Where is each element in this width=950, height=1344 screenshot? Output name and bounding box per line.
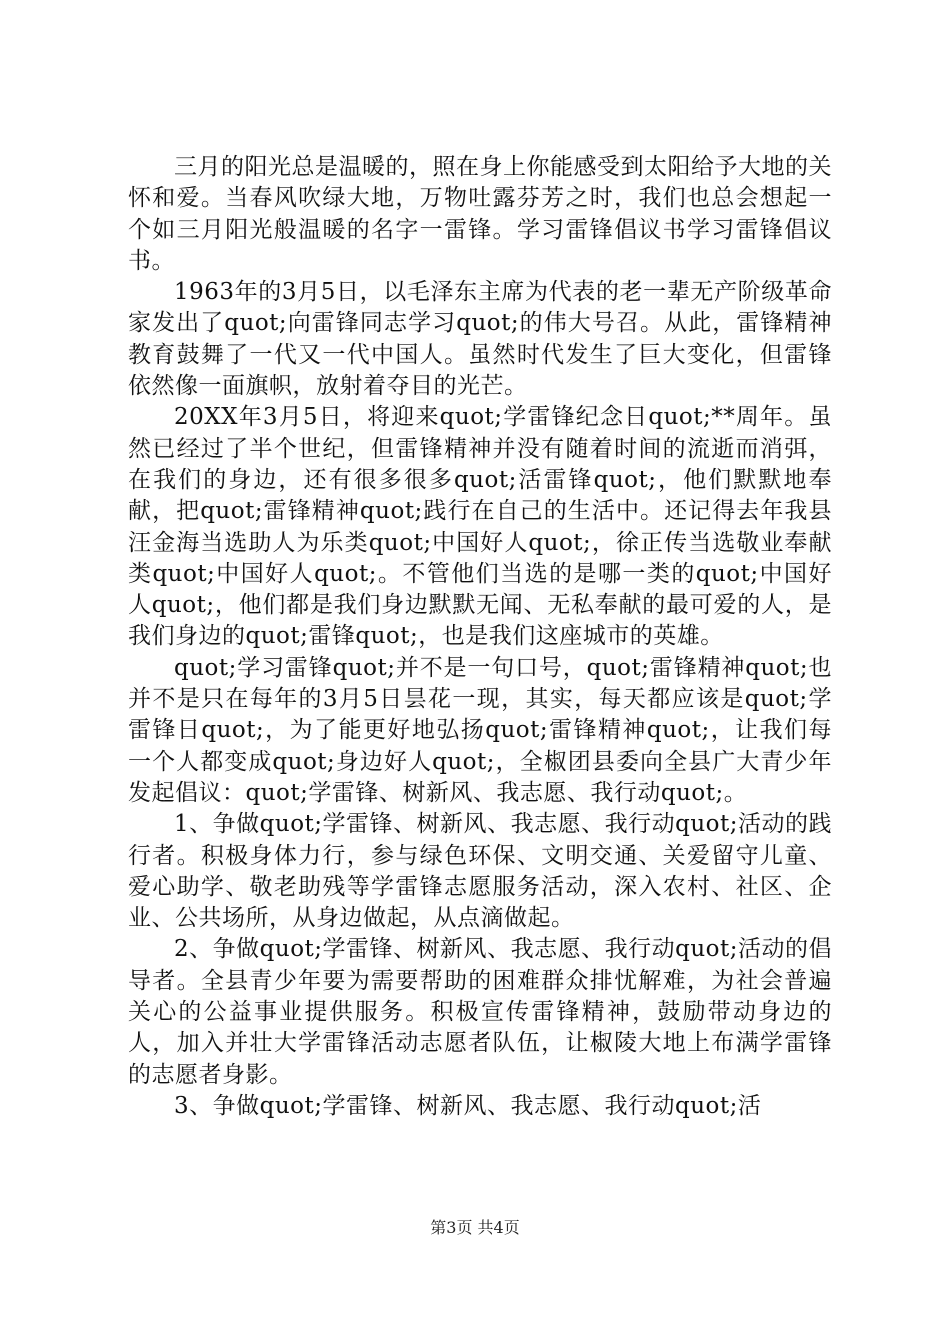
paragraph-item-3: 3、争做quot;学雷锋、树新风、我志愿、我行动quot;活 — [174, 1092, 762, 1119]
document-body — [128, 152, 832, 1122]
paragraph-1963-call: 1963年的3月5日，以毛泽东主席为代表的老一辈无产阶级革命家发出了quot;向雷锋同志学习quot;的伟大号召。从此，雷锋精神教育鼓舞了一代又一代中国人。虽然时代发生了巨大变化，但雷锋依然像一面旗帜，放射着夺目的光芒。 — [128, 279, 832, 400]
paragraph-anniversary: 20XX年3月5日，将迎来quot;学雷锋纪念日quot;**周年。虽然已经过了半个世纪，但雷锋精神并没有随着时间的流逝而消弭，在我们的身边，还有很多很多quot;活雷锋quot;，他们默默地奉献，把quot;雷锋精神quot;践行在自己的生活中。还记得去年我县汪金海当选助人为乐类quot;中国好人quot;，徐正传当选敬业奉献类quot;中国好人quot;。不管他们当选的是哪一类的quot;中国好人quot;，他们都是我们身边默默无闻、无私奉献的最可爱的人，是我们身边的quot;雷锋quot;，也是我们这座城市的英雄。 — [128, 404, 832, 650]
paragraph-item-2: 2、争做quot;学雷锋、树新风、我志愿、我行动quot;活动的倡导者。全县青少年要为需要帮助的困难群众排忧解难，为社会普遍关心的公益事业提供服务。积极宣传雷锋精神，鼓励带动身边的人，加入并壮大学雷锋活动志愿者队伍，让椒陵大地上布满学雷锋的志愿者身影。 — [128, 936, 832, 1088]
paragraph-intro: 三月的阳光总是温暖的，照在身上你能感受到太阳给予大地的关怀和爱。当春风吹绿大地，万物吐露芬芳之时，我们也总会想起一个如三月阳光般温暖的名字一雷锋。学习雷锋倡议书学习雷锋倡议书。 — [128, 154, 832, 274]
page-footer: 第3页 共4页 — [430, 1218, 520, 1237]
paragraph-item-1: 1、争做quot;学雷锋、树新风、我志愿、我行动quot;活动的践行者。积极身体力行，参与绿色环保、文明交通、关爱留守儿童、爱心助学、敬老助残等学雷锋志愿服务活动，深入农村、社区、企业、公共场所，从身边做起，从点滴做起。 — [128, 811, 832, 932]
paragraph-initiative: quot;学习雷锋quot;并不是一句口号，quot;雷锋精神quot;也并不是只在每年的3月5日昙花一现，其实，每天都应该是quot;学雷锋日quot;，为了能更好地弘扬quot;雷锋精神quot;，让我们每一个人都变成quot;身边好人quot;，全椒团县委向全县广大青少年发起倡议：quot;学雷锋、树新风、我志愿、我行动quot;。 — [128, 654, 832, 806]
